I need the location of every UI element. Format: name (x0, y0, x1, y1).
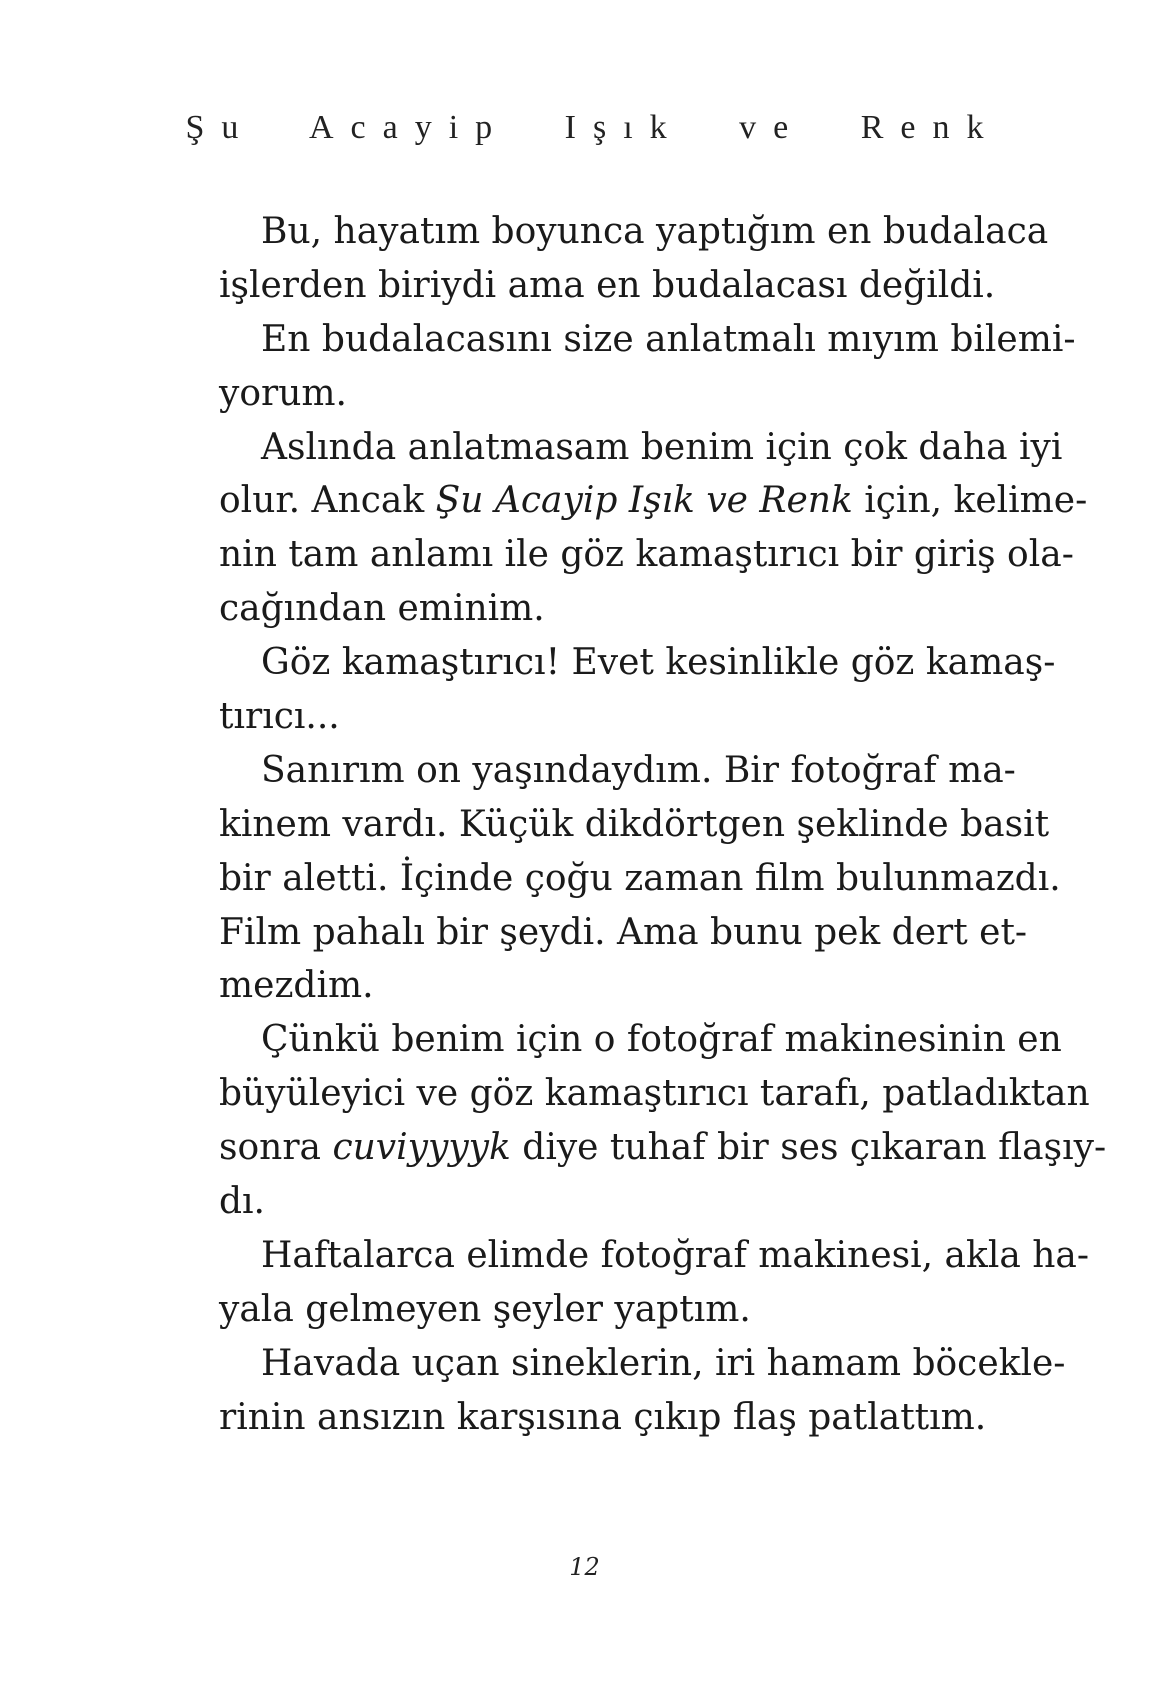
text-line: En budalacasını size anlatmalı mıyım bilemi- (261, 318, 1076, 360)
text-line: işlerden biriydi ama en budalacası değildi. (219, 264, 996, 306)
text-segment: sonra (219, 1127, 333, 1169)
page-number: 12 (569, 1553, 600, 1581)
text-line: dı. (219, 1181, 266, 1223)
text-segment: olur. Ancak (219, 480, 436, 522)
onomatopoeia-italic: cuviyyyyk (332, 1127, 511, 1169)
text-line: rinin ansızın karşısına çıkıp flaş patlattım. (219, 1396, 987, 1438)
running-head: Şu Acayip Işık ve Renk (185, 109, 1001, 146)
body-text (219, 205, 1107, 1444)
text-line: tırıcı... (219, 696, 340, 738)
text-line: Haftalarca elimde fotoğraf makinesi, akla ha- (261, 1234, 1090, 1276)
text-line: bir aletti. İçinde çoğu zaman film bulunmazdı. (219, 857, 1061, 899)
text-line: Bu, hayatım boyunca yaptığım en budalaca (261, 211, 1049, 252)
text-line: Havada uçan sineklerin, iri hamam böcekle- (261, 1342, 1066, 1384)
text-line (219, 474, 1088, 528)
text-line: Film pahalı bir şeydi. Ama bunu pek dert et- (219, 911, 1028, 953)
text-line: yorum. (219, 372, 347, 414)
text-line: Aslında anlatmasam benim için çok daha iyi (261, 426, 1063, 468)
book-title-italic: Şu Acayip Işık ve Renk (435, 480, 853, 522)
text-line (219, 1121, 1107, 1175)
text-line: cağından eminim. (219, 588, 545, 630)
text-segment: için, kelime- (852, 480, 1088, 522)
text-line: Çünkü benim için o fotoğraf makinesinin en (261, 1019, 1062, 1061)
text-line: kinem vardı. Küçük dikdörtgen şeklinde basit (219, 803, 1050, 845)
text-line: yala gelmeyen şeyler yaptım. (219, 1288, 751, 1330)
text-line: nin tam anlamı ile göz kamaştırıcı bir giriş ola- (219, 534, 1074, 576)
text-line: büyüleyici ve göz kamaştırıcı tarafı, patladıktan (219, 1073, 1090, 1115)
text-line: Göz kamaştırıcı! Evet kesinlikle göz kamaş- (261, 642, 1056, 684)
text-line: Sanırım on yaşındaydım. Bir fotoğraf ma- (261, 749, 1016, 791)
text-line: mezdim. (219, 965, 374, 1007)
text-segment: diye tuhaf bir ses çıkaran flaşıy- (510, 1127, 1107, 1169)
